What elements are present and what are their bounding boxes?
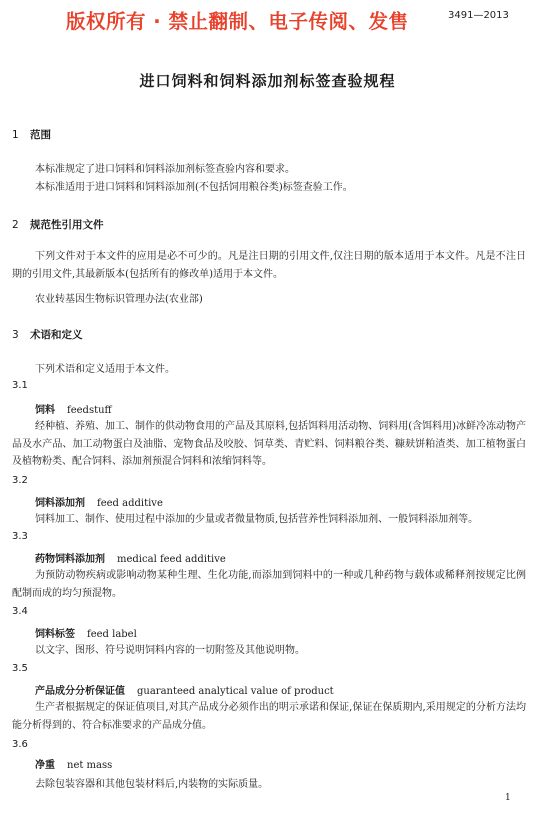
section-number: 2 <box>12 219 19 231</box>
section-3-heading <box>12 327 83 342</box>
term-zh: 饲料标签 <box>35 629 75 640</box>
paragraph: 下列术语和定义适用于本文件。 <box>35 364 175 375</box>
term-heading <box>35 401 112 416</box>
term-en: feed additive <box>97 498 163 509</box>
term-heading <box>35 550 226 565</box>
term-heading <box>35 756 112 771</box>
section-number: 3 <box>12 329 19 341</box>
standard-code: 3491—2013 <box>448 10 509 21</box>
term-heading <box>35 682 334 697</box>
term-definition: 为预防动物疾病或影响动物某种生理、生化功能,而添加到饲料中的一种或几种药物与载体或稀释剂按规定比例配制而成的均匀预混物。 <box>12 570 526 599</box>
page-number: 1 <box>505 793 511 803</box>
section-number: 1 <box>12 129 19 141</box>
term-zh: 净重 <box>35 760 55 771</box>
term-definition: 经种植、养殖、加工、制作的供动物食用的产品及其原料,包括饵料用活动物、饲料用(含饵料用)冰鲜冷冻动物产品及水产品、加工动物蛋白及油脂、宠物食品及咬胶、饲草类、青贮料、饲料粮谷类、糠麸饼粕渣类、加工植物蛋白及植物粉类、配合饲料、添加剂预混合饲料和浓缩饲料等。 <box>12 421 526 467</box>
paragraph: 下列文件对于本文件的应用是必不可少的。凡是注日期的引用文件,仅注日期的版本适用于本文件。凡是不注日期的引用文件,其最新版本(包括所有的修改单)适用于本文件。 <box>12 251 526 280</box>
term-number: 3.4 <box>12 606 28 617</box>
term-definition: 生产者根据规定的保证值项目,对其产品成分必须作出的明示承诺和保证,保证在保质期内,采用规定的分析方法均能分析得到的、符合标准要求的产品成分值。 <box>12 702 526 731</box>
term-en: medical feed additive <box>117 554 226 565</box>
section-1-heading <box>12 127 51 142</box>
section-title: 范围 <box>30 129 51 141</box>
term-en: feed label <box>87 629 137 640</box>
paragraph: 农业转基因生物标识管理办法(农业部) <box>35 294 203 305</box>
term-zh: 饲料 <box>35 405 55 416</box>
term-number: 3.3 <box>12 531 28 542</box>
paragraph: 本标准规定了进口饲料和饲料添加剂标签查验内容和要求。 <box>35 164 295 175</box>
term-en: guaranteed analytical value of product <box>137 686 334 697</box>
term-number: 3.2 <box>12 475 28 486</box>
term-heading <box>35 494 163 509</box>
term-definition: 去除包装容器和其他包装材料后,内装物的实际质量。 <box>35 779 269 790</box>
document-title: 进口饲料和饲料添加剂标签查验规程 <box>139 72 396 90</box>
term-definition: 以文字、图形、符号说明饲料内容的一切附签及其他说明物。 <box>35 645 305 656</box>
section-title: 规范性引用文件 <box>30 219 104 231</box>
term-number: 3.1 <box>12 380 28 391</box>
term-number: 3.5 <box>12 663 28 674</box>
term-definition: 饲料加工、制作、使用过程中添加的少量或者微量物质,包括营养性饲料添加剂、一般饲料添加剂等。 <box>35 514 479 525</box>
term-en: net mass <box>67 760 113 771</box>
term-heading <box>35 625 137 640</box>
section-2-heading <box>12 217 104 232</box>
term-zh: 药物饲料添加剂 <box>35 554 105 565</box>
term-zh: 产品成分分析保证值 <box>35 686 125 697</box>
term-en: feedstuff <box>67 405 112 416</box>
paragraph: 本标准适用于进口饲料和饲料添加剂(不包括饲用粮谷类)标签查验工作。 <box>35 182 353 193</box>
section-title: 术语和定义 <box>30 329 83 341</box>
term-number: 3.6 <box>12 739 28 750</box>
copyright-watermark: 版权所有 · 禁止翻制、电子传阅、发售 <box>66 10 409 33</box>
term-zh: 饲料添加剂 <box>35 498 85 509</box>
